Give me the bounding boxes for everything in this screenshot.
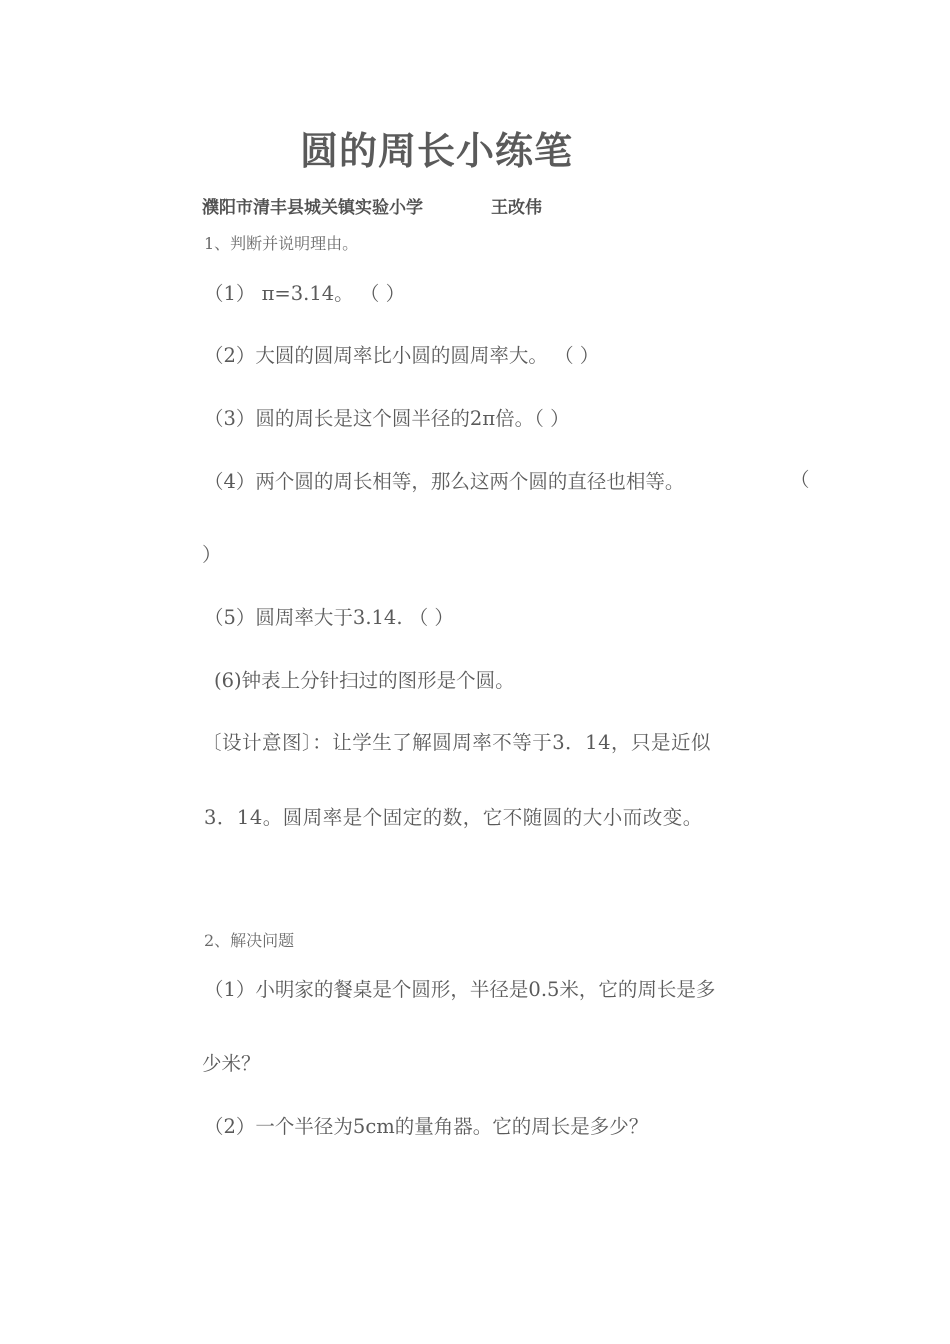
problem-2-2: （2）一个半径为5cm的量角器。它的周长是多少？: [204, 1115, 649, 1138]
question-1-5: （5）圆周率大于3.14. （ ）: [204, 606, 454, 629]
question-1-6: (6)钟表上分针扫过的图形是个圆。: [214, 669, 515, 692]
question-1-1: （1） π=3.14。 （ ）: [204, 282, 406, 305]
problem-2-1: （1）小明家的餐桌是个圆形，半径是0.5米，它的周长是多: [204, 978, 716, 1001]
author-line: [202, 200, 542, 217]
question-1-4-paren-open: （: [790, 468, 810, 491]
page-title: 圆的周长小练笔: [300, 129, 574, 173]
author-school: 濮阳市清丰县城关镇实验小学: [202, 198, 423, 218]
section1-heading: 1、判断并说明理由。: [204, 234, 359, 253]
question-1-2: （2）大圆的圆周率比小圆的圆周率大。 （ ）: [204, 344, 600, 367]
design-intent-line-2: 3．14。圆周率是个固定的数，它不随圆的大小而改变。: [204, 806, 703, 829]
question-1-4: （4）两个圆的周长相等，那么这两个圆的直径也相等。: [204, 470, 685, 493]
question-1-4-paren-close: ）: [202, 543, 222, 566]
problem-2-1-continued: 少米？: [202, 1052, 261, 1075]
section2-heading: 2、解决问题: [204, 931, 295, 950]
author-name: 王改伟: [491, 198, 542, 218]
design-intent-line-1: 〔设计意图〕：让学生了解圆周率不等于3．14，只是近似: [202, 731, 711, 754]
question-1-3: （3）圆的周长是这个圆半径的2π倍。（ ）: [204, 407, 570, 430]
